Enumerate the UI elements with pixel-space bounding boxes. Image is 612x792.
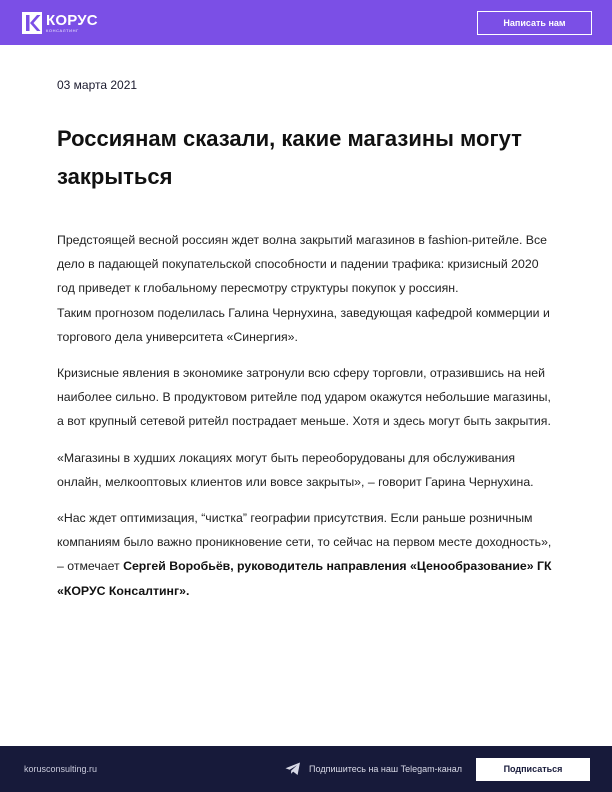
logo[interactable] bbox=[22, 12, 98, 34]
telegram-link[interactable] bbox=[285, 762, 462, 776]
paragraph-1a: Предстоящей весной россиян ждет волна закрытий магазинов в fashion-ритейле. Все дело в падающей покупательской способности и падении трафика: кризисный 2020 год приведет к глобальному пересмотру структуры покупок у россиян. bbox=[57, 233, 547, 296]
logo-subtitle: КОНСАЛТИНГ bbox=[46, 27, 79, 33]
footer bbox=[0, 746, 612, 792]
telegram-text: Подпишитесь на наш Telegam-канал bbox=[309, 764, 462, 774]
article-body bbox=[57, 228, 557, 615]
korus-logo-icon bbox=[22, 12, 42, 34]
contact-us-button[interactable]: Написать нам bbox=[477, 11, 592, 35]
paragraph-4 bbox=[57, 506, 557, 603]
logo-title: КОРУС bbox=[46, 11, 98, 29]
quote-author: Сергей Воробьёв, руководитель направления «Ценообразование» ГК «КОРУС Консалтинг». bbox=[57, 559, 552, 598]
article-date: 03 марта 2021 bbox=[57, 78, 138, 92]
article-title: Россиянам сказали, какие магазины могут закрыться bbox=[57, 126, 522, 189]
paragraph-1b: Таким прогнозом поделилась Галина Чернухина, заведующая кафедрой коммерции и торгового дела университета «Синергия». bbox=[57, 305, 550, 344]
subscribe-button[interactable]: Подписаться bbox=[476, 758, 590, 781]
header bbox=[0, 0, 612, 45]
site-link[interactable]: korusconsulting.ru bbox=[24, 764, 98, 774]
paragraph-2: Кризисные явления в экономике затронули всю сферу торговли, отразившись на ней наиболее сильно. В продуктовом ритейле под ударом окажутся небольшие магазины, а вот крупный сетевой ритейл пострадает меньше. Хотя и здесь могут быть закрытия. bbox=[57, 366, 551, 429]
paragraph-3: «Магазины в худших локациях могут быть переоборудованы для обслуживания онлайн, мелкооптовых клиентов или вовсе закрыты», – говорит Гарина Чернухина. bbox=[57, 450, 534, 489]
telegram-icon bbox=[285, 762, 301, 776]
paragraph-4-text: «Нас ждет оптимизация, “чистка” географии присутствия. Если раньше розничным компаниям было важно проникновение сети, то сейчас на первом месте доходность», – отмечает bbox=[57, 511, 552, 574]
